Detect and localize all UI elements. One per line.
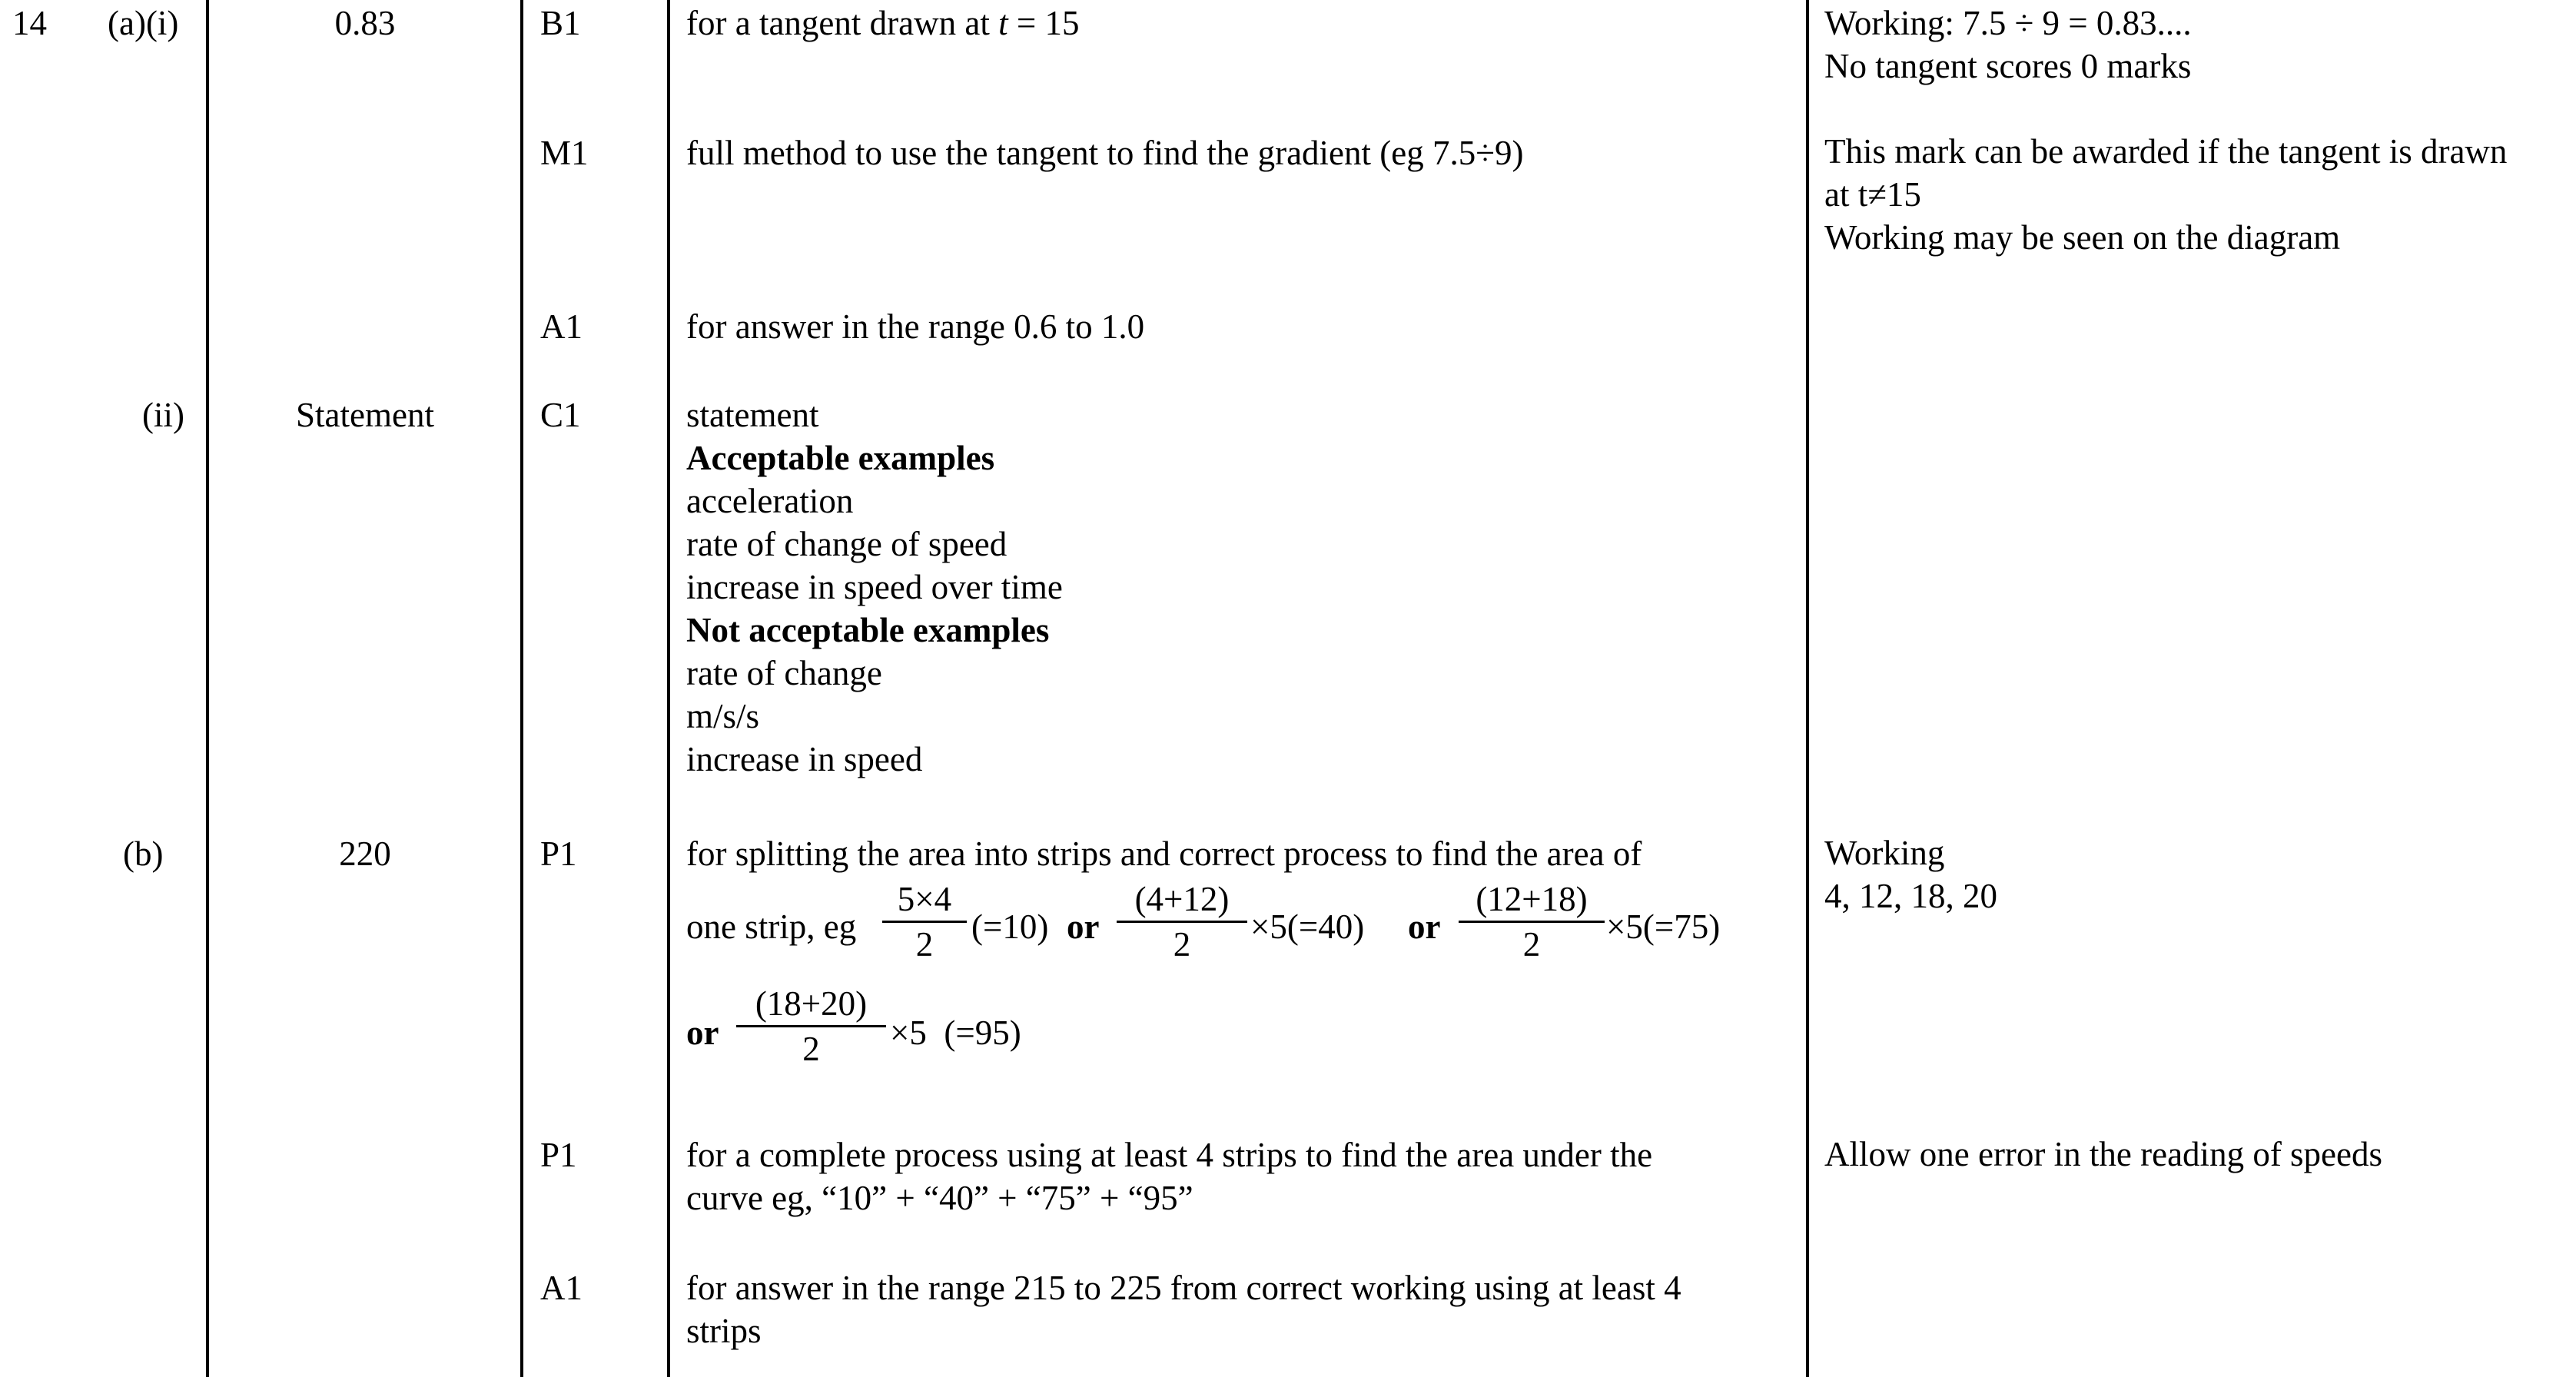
fraction-expression-2 xyxy=(1117,878,1247,966)
fraction-denominator: 2 xyxy=(1522,925,1541,964)
mark-text-p1-second xyxy=(686,1133,1652,1219)
mark-code-a1-final: A1 xyxy=(540,1269,583,1307)
column-divider-answer xyxy=(520,0,523,1377)
or-connector: or xyxy=(1067,907,1100,946)
mark-code-m1: M1 xyxy=(540,134,589,172)
mark-line: strips xyxy=(686,1312,762,1350)
mark-text-a1: for answer in the range 0.6 to 1.0 xyxy=(686,307,1145,346)
fraction-denominator: 2 xyxy=(1173,925,1191,964)
guidance-b-working xyxy=(1824,831,1997,917)
guidance-a-i-working xyxy=(1824,2,2192,88)
mark-text-b1-var: t xyxy=(998,4,1008,42)
mark-line: curve eg, “10” + “40” + “75” + “95” xyxy=(686,1179,1193,1217)
guidance-line: at t≠15 xyxy=(1824,175,1921,214)
guidance-b-error: Allow one error in the reading of speeds xyxy=(1824,1135,2383,1173)
mark-text-b1-pre: for a tangent drawn at xyxy=(686,4,999,42)
expression-result-4: ×5 (=95) xyxy=(890,1014,1021,1052)
mark-line: for answer in the range 215 to 225 from correct working using at least 4 xyxy=(686,1269,1681,1307)
not-acceptable-example: rate of change xyxy=(686,654,882,692)
mark-code-c1: C1 xyxy=(540,396,581,434)
guidance-line: No tangent scores 0 marks xyxy=(1824,47,2192,85)
or-connector: or xyxy=(1408,907,1441,946)
guidance-line: 4, 12, 18, 20 xyxy=(1824,877,1997,915)
guidance-line: Working xyxy=(1824,834,1945,872)
fraction-numerator: (18+20) xyxy=(755,984,868,1023)
mark-text-a1-final xyxy=(686,1266,1681,1352)
mark-text-b1-post: = 15 xyxy=(1007,4,1080,42)
expression-result-1: (=10) xyxy=(971,907,1049,946)
guidance-line: This mark can be awarded if the tangent is drawn xyxy=(1824,132,2508,171)
column-divider-part xyxy=(206,0,209,1377)
expression-result-2: ×5(=40) xyxy=(1250,907,1365,946)
fraction-numerator: (12+18) xyxy=(1476,880,1588,918)
fraction-numerator: 5×4 xyxy=(897,880,952,918)
answer-ii: Statement xyxy=(296,396,434,434)
fraction-denominator: 2 xyxy=(802,1030,820,1068)
mark-code-p1-second: P1 xyxy=(540,1136,577,1174)
not-acceptable-example: increase in speed xyxy=(686,740,923,778)
mark-text-b1 xyxy=(686,2,1079,45)
statement-line: statement xyxy=(686,396,819,434)
part-label-ii: (ii) xyxy=(142,396,184,434)
guidance-line: Working: 7.5 ÷ 9 = 0.83.... xyxy=(1824,4,2192,42)
acceptable-example: acceleration xyxy=(686,482,854,520)
column-divider-mark xyxy=(667,0,670,1377)
or-connector: or xyxy=(686,1014,719,1052)
fraction-expression-1 xyxy=(882,878,967,966)
acceptable-example: rate of change of speed xyxy=(686,525,1007,563)
acceptable-heading: Acceptable examples xyxy=(686,439,995,477)
mark-line: for a complete process using at least 4 strips to find the area under the xyxy=(686,1136,1653,1174)
guidance-m1-note xyxy=(1824,130,2507,259)
fraction-numerator: (4+12) xyxy=(1134,880,1230,918)
mark-text-m1: full method to use the tangent to find the gradient (eg 7.5÷9) xyxy=(686,134,1524,172)
column-divider-guidance xyxy=(1806,0,1809,1377)
question-number: 14 xyxy=(12,4,47,42)
fraction-expression-3 xyxy=(1459,878,1605,966)
mark-text-p1-first: for splitting the area into strips and correct process to find the area of xyxy=(686,834,1642,873)
not-acceptable-heading: Not acceptable examples xyxy=(686,611,1050,649)
answer-b: 220 xyxy=(339,834,391,873)
acceptable-example: increase in speed over time xyxy=(686,568,1063,606)
mark-code-b1: B1 xyxy=(540,4,581,42)
fraction-denominator: 2 xyxy=(915,925,934,964)
mark-code-a1: A1 xyxy=(540,307,583,346)
answer-a-i: 0.83 xyxy=(334,4,396,42)
mark-text-c1 xyxy=(686,393,1063,781)
expression-result-3: ×5(=75) xyxy=(1606,907,1721,946)
part-label-b: (b) xyxy=(123,834,164,873)
fraction-expression-4 xyxy=(736,982,886,1070)
not-acceptable-example: m/s/s xyxy=(686,697,760,735)
mark-code-p1-first: P1 xyxy=(540,834,577,873)
strip-example-lead: one strip, eg xyxy=(686,907,857,946)
part-label-a-i: (a)(i) xyxy=(108,4,179,42)
guidance-line: Working may be seen on the diagram xyxy=(1824,218,2341,257)
